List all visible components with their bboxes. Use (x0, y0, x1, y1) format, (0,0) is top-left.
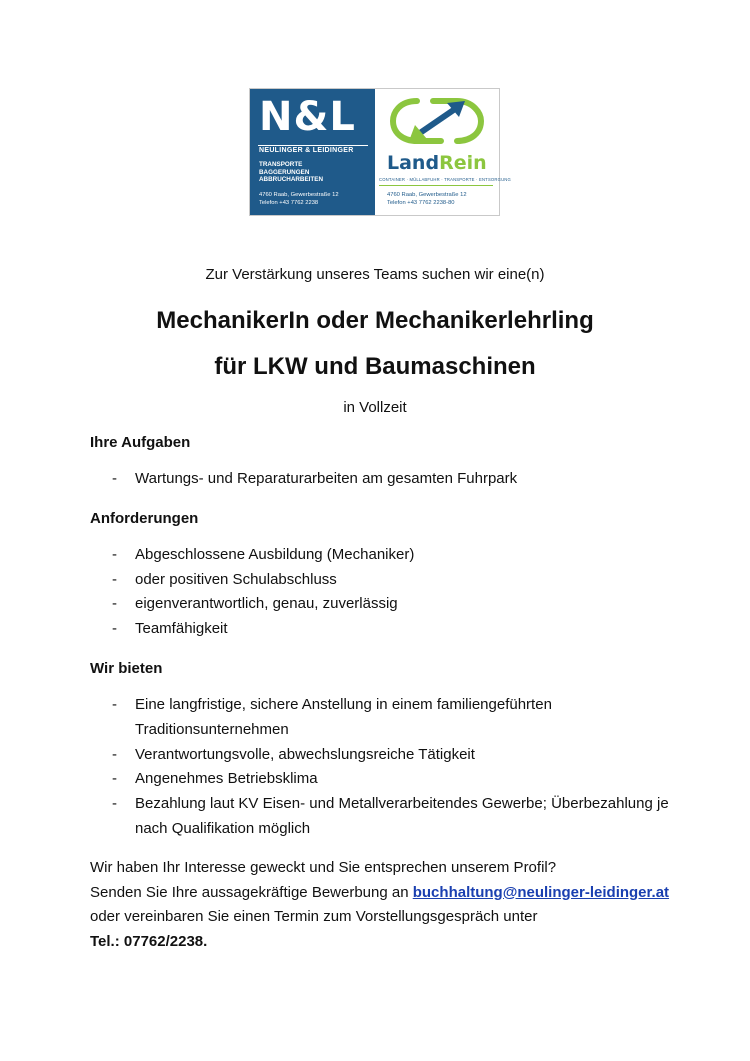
list-item (90, 743, 690, 768)
list-item-text: oder positiven Schulabschluss (135, 570, 337, 588)
dash-bullet: - (112, 545, 117, 563)
job-posting (90, 266, 690, 955)
phone-number: Tel.: 07762/2238. (90, 933, 208, 951)
nl-logo-phone: Telefon +43 7762 2238 (259, 199, 319, 206)
employment-type: in Vollzeit (343, 399, 407, 416)
recycle-loop-icon (387, 91, 487, 151)
list-item-text: Verantwortungsvolle, abwechslungsreiche Tätigkeit (135, 745, 475, 763)
landrein-contact (387, 192, 467, 207)
nl-logo-title: N&L (259, 94, 356, 140)
requirements-list (90, 543, 690, 642)
list-item-text: Bezahlung laut KV Eisen- und Metallverarbeitendes Gewerbe; Überbezahlung je nach Qualifikation möglich (135, 795, 669, 837)
landrein-name (387, 152, 487, 174)
list-item (90, 543, 690, 568)
nl-logo-address: 4760 Raab, Gewerbestraße 12 (259, 192, 339, 198)
dash-bullet: - (112, 595, 117, 613)
landrein-divider (379, 185, 493, 186)
nl-logo-contact (259, 192, 339, 207)
intro-text: Zur Verstärkung unseres Teams suchen wir eine(n) (205, 266, 545, 283)
landrein-logo (375, 89, 511, 215)
list-item-text: Teamfähigkeit (135, 620, 228, 638)
nl-service-item: BAGGERUNGEN (259, 168, 310, 176)
nl-logo-divider (258, 145, 368, 146)
dash-bullet: - (112, 745, 117, 763)
nl-logo-name: NEULINGER & LEIDINGER (259, 147, 354, 154)
dash-bullet: - (112, 620, 117, 638)
offer-heading: Wir bieten (90, 659, 163, 677)
job-title: MechanikerIn oder Mechanikerlehrling (156, 307, 594, 334)
nl-service-item: TRANSPORTE (259, 161, 303, 168)
requirements-heading: Anforderungen (90, 509, 199, 527)
list-item (90, 792, 690, 842)
list-item-text: Abgeschlossene Ausbildung (Mechaniker) (135, 545, 415, 563)
list-item (90, 617, 690, 642)
nl-logo-services (259, 161, 323, 184)
landrein-name-rein: Rein (439, 152, 487, 174)
closing-text-post: oder vereinbaren Sie einen Termin zum Vorstellungsgespräch unter (90, 908, 538, 926)
nl-service-item: ABBRUCHARBEITEN (259, 176, 324, 183)
landrein-address: 4760 Raab, Gewerbestraße 12 (387, 192, 467, 198)
dash-bullet: - (112, 695, 117, 713)
job-title-subline: für LKW und Baumaschinen (214, 353, 536, 380)
closing-question: Wir haben Ihr Interesse geweckt und Sie entsprechen unserem Profil? (90, 858, 557, 876)
dash-bullet: - (112, 770, 117, 788)
list-item (90, 767, 690, 792)
dash-bullet: - (112, 470, 117, 487)
landrein-phone: Telefon +43 7762 2238-80 (387, 199, 455, 206)
dash-bullet: - (112, 795, 117, 813)
list-item-text: Angenehmes Betriebsklima (135, 770, 318, 788)
list-item (90, 693, 690, 743)
tasks-list (90, 467, 690, 492)
list-item-text: eigenverantwortlich, genau, zuverlässig (135, 595, 398, 613)
email-link[interactable]: buchhaltung@neulinger-leidinger.at (412, 883, 670, 901)
list-item (90, 592, 690, 617)
list-item (90, 568, 690, 593)
closing-contact (90, 881, 690, 955)
tasks-heading: Ihre Aufgaben (90, 434, 191, 451)
list-item-text: Wartungs- und Reparaturarbeiten am gesamten Fuhrpark (135, 470, 518, 487)
list-item-text: Eine langfristige, sichere Anstellung in einem familiengeführten Traditionsunternehmen (135, 695, 552, 738)
landrein-tagline: CONTAINER · MÜLLABFUHR · TRANSPORTE · ENTSORGUNG (379, 177, 511, 182)
closing-text-pre: Senden Sie Ihre aussagekräftige Bewerbung an (90, 883, 409, 901)
dash-bullet: - (112, 570, 117, 588)
closing-paragraph (90, 856, 690, 955)
nl-logo (250, 89, 375, 215)
offer-list (90, 693, 690, 842)
company-logos (249, 88, 511, 216)
landrein-name-land: Land (387, 152, 440, 174)
list-item (90, 467, 690, 492)
